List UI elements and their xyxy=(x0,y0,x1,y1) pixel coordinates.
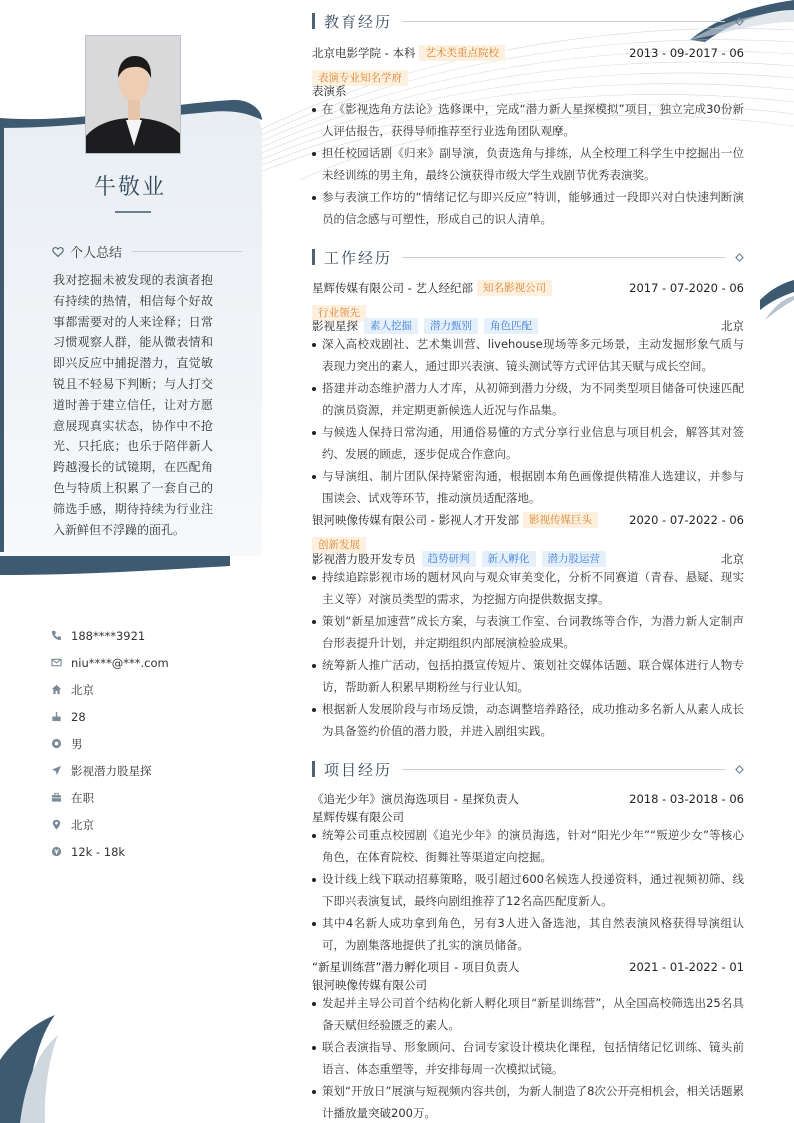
contact-text: 28 xyxy=(71,709,86,724)
job-date: 2017 - 07-2020 - 06 xyxy=(629,280,744,295)
phone-icon xyxy=(50,630,62,642)
skill-tag: 新人孵化 xyxy=(482,551,536,567)
list-item: 设计线上线下联动招募策略，吸引超过600名候选人投递资料，通过视频初筛、线下即兴表演复试，最终向剧组推荐了12名高匹配度新人。 xyxy=(312,869,744,912)
list-item: 联合表演指导、形象顾问、台词专家设计模块化课程，包括情绪记忆训练、镜头前语言、体态重塑等，并安排每周一次模拟试镜。 xyxy=(312,1037,744,1080)
list-item: 深入高校戏剧社、艺术集训营、livehouse现场等多元场景，主动发掘形象气质与表现力突出的素人，通过即兴表演、镜头测试等方式评估其天赋与成长空间。 xyxy=(312,334,744,377)
contact-phone xyxy=(50,622,250,649)
education-bullets xyxy=(312,99,744,231)
skill-tag: 潜力股运营 xyxy=(542,551,607,567)
project-name: “新星训练营”潜力孵化项目 - 项目负责人 xyxy=(312,959,520,974)
skill-tag: 角色匹配 xyxy=(484,318,538,334)
company-name: 星辉传媒有限公司 - 艺人经纪部 xyxy=(312,280,473,295)
project-bullets xyxy=(312,993,744,1123)
company-tag-row xyxy=(312,533,366,549)
list-item: 与候选人保持日常沟通，用通俗易懂的方式分享行业信息与项目机会，解答其对签约、发展的顾虑，逐步促成合作意向。 xyxy=(312,422,744,465)
job-role-row xyxy=(312,550,744,567)
project-name: 《追光少年》演员海选项目 - 星探负责人 xyxy=(312,791,519,806)
education-tag-row xyxy=(312,66,408,82)
job-role: 影视潜力股开发专员 xyxy=(312,551,416,566)
school-name: 北京电影学院 - 本科 xyxy=(312,45,416,60)
contact-text: niu****@***.com xyxy=(71,655,169,670)
cake-icon xyxy=(50,711,62,723)
summary-heading xyxy=(52,242,242,261)
skill-tag: 趋势研判 xyxy=(422,551,476,567)
list-item: 在《影视选角方法论》选修课中，完成“潜力新人星探模拟”项目，独立完成30份新人评估报告，获得导师推荐至行业选角团队观摩。 xyxy=(312,99,744,142)
contact-gender xyxy=(50,730,250,757)
heading-line xyxy=(402,21,725,22)
skill-tag: 潜力甄别 xyxy=(424,318,478,334)
list-item: 持续追踪影视市场的题材风向与观众审美变化，分析不同赛道（青春、悬疑、现实主义等）对演员类型的需求，为挖掘方向提供数据支撑。 xyxy=(312,567,744,610)
job-bullets xyxy=(312,567,744,743)
send-icon xyxy=(50,765,62,777)
heart-outline-icon xyxy=(52,246,64,258)
briefcase-icon xyxy=(50,792,62,804)
education-heading-label: 教育经历 xyxy=(324,12,393,31)
gender-icon xyxy=(50,738,62,750)
job-role-row xyxy=(312,317,744,334)
project-date: 2018 - 03-2018 - 06 xyxy=(629,791,744,806)
job-header-row xyxy=(312,511,744,528)
list-item: 发起并主导公司首个结构化新人孵化项目“新星训练营”，从全国高校筛选出25名具备天赋但经验匮乏的素人。 xyxy=(312,993,744,1036)
heading-line xyxy=(402,769,725,770)
project-bullets xyxy=(312,825,744,957)
list-item: 统筹公司重点校园剧《追光少年》的演员海选，针对“阳光少年”“叛逆少女”等核心角色，在体育院校、街舞社等渠道定向挖掘。 xyxy=(312,825,744,868)
contact-status xyxy=(50,784,250,811)
list-item: 策划“新星加速营”成长方案，与表演工作室、台词教练等合作，为潜力新人定制声台形表提升计划，并定期组织内部展演检验成果。 xyxy=(312,611,744,654)
project-header-row xyxy=(312,958,744,975)
project-header-row xyxy=(312,790,744,807)
education-tag: 表演专业知名学府 xyxy=(312,70,408,86)
major-name: 表演系 xyxy=(312,83,347,98)
name-divider xyxy=(115,211,151,213)
job-date: 2020 - 07-2022 - 06 xyxy=(629,512,744,527)
job-header-row xyxy=(312,279,744,296)
work-heading xyxy=(312,246,744,268)
person-name: 牛敬业 xyxy=(93,175,166,200)
project-company-row xyxy=(312,976,744,993)
projects-heading-label: 项目经历 xyxy=(324,760,393,779)
company-tag: 行业领先 xyxy=(312,305,366,321)
summary-text: 我对挖掘未被发现的表演者抱有持续的热情，相信每个好故事都需要对的人来诠释；日常习惯观察人群，能从微表情和即兴反应中捕捉潜力，直觉敏锐且不轻易下判断；与人打交道时善于建立信任，让对方愿意展现真实状态，协作中不抢光、只托底；也乐于陪伴新人跨越漫长的试镜期，在匹配角色与特质上积累了一套自己的筛选手感，期待持续为行业注入新鲜但不浮躁的面孔。 xyxy=(53,273,213,537)
contact-text: 北京 xyxy=(71,817,94,832)
diamond-icon xyxy=(735,253,744,262)
education-date: 2013 - 09-2017 - 06 xyxy=(629,45,744,60)
education-tag: 艺术类重点院校 xyxy=(419,45,505,61)
skill-tag: 素人挖掘 xyxy=(364,318,418,334)
contact-email xyxy=(50,649,250,676)
education-major-row xyxy=(312,82,744,99)
list-item: 参与表演工作坊的“情绪记忆与即兴反应”特训，能够通过一段即兴对白快速判断演员的信念感与可塑性，形成自己的识人清单。 xyxy=(312,187,744,230)
contact-text: 影视潜力股星探 xyxy=(71,763,152,778)
diamond-icon xyxy=(735,765,744,774)
contact-salary xyxy=(50,838,250,865)
company-tag: 影视传媒巨头 xyxy=(523,512,598,528)
education-header-row xyxy=(312,44,744,61)
contact-text: 北京 xyxy=(71,682,94,697)
contact-position xyxy=(50,757,250,784)
contact-text: 188****3921 xyxy=(71,628,146,643)
company-tag-row xyxy=(312,301,366,317)
list-item: 搭建并动态维护潜力人才库，从初筛到潜力分级，为不同类型项目储备可快速匹配的演员资源，并定期更新候选人近况与作品集。 xyxy=(312,378,744,421)
job-city: 北京 xyxy=(721,318,744,333)
heading-line xyxy=(402,257,725,258)
job-bullets xyxy=(312,334,744,510)
project-date: 2021 - 01-2022 - 01 xyxy=(629,959,744,974)
project-company: 银河映像传媒有限公司 xyxy=(312,977,427,992)
job-role: 影视星探 xyxy=(312,318,358,333)
contact-text: 在职 xyxy=(71,790,94,805)
summary-heading-label: 个人总结 xyxy=(70,246,123,261)
list-item: 其中4名新人成功拿到角色，另有3人进入备选池，其自然表演风格获得导演组认可，为剧集落地提供了扎实的演员储备。 xyxy=(312,913,744,956)
heading-bar xyxy=(312,249,315,265)
home-icon xyxy=(50,684,62,696)
list-item: 策划“开放日”展演与短视频内容共创，为新人制造了8次公开亮相机会，相关话题累计播放量突破200万。 xyxy=(312,1081,744,1123)
summary-heading-line xyxy=(132,251,242,252)
company-tag: 知名影视公司 xyxy=(477,280,552,296)
mail-icon xyxy=(50,657,62,669)
heading-bar xyxy=(312,13,315,29)
list-item: 根据新人发展阶段与市场反馈，动态调整培养路径，成功推动多名新人从素人成长为具备签约价值的潜力股，并进入剧组实践。 xyxy=(312,699,744,742)
company-name: 银河映像传媒有限公司 - 影视人才开发部 xyxy=(312,512,519,527)
contact-text: 男 xyxy=(71,736,83,751)
list-item: 统筹新人推广活动，包括拍摄宣传短片、策划社交媒体话题、联合媒体进行人物专访，帮助新人积累早期粉丝与行业认知。 xyxy=(312,655,744,698)
diamond-icon xyxy=(735,17,744,26)
profile-photo xyxy=(85,35,181,154)
heading-bar xyxy=(312,761,315,777)
list-item: 担任校园话剧《归来》副导演，负责选角与排练，从全校理工科学生中挖掘出一位未经训练的男主角，最终公演获得市级大学生戏剧节优秀表演奖。 xyxy=(312,143,744,186)
salary-icon xyxy=(50,846,62,858)
contact-list xyxy=(50,622,250,865)
contact-location xyxy=(50,811,250,838)
work-heading-label: 工作经历 xyxy=(324,248,393,267)
project-company-row xyxy=(312,808,744,825)
avatar-portrait xyxy=(86,36,181,154)
education-heading xyxy=(312,10,744,32)
projects-heading xyxy=(312,758,744,780)
contact-age xyxy=(50,703,250,730)
contact-home xyxy=(50,676,250,703)
job-city: 北京 xyxy=(721,551,744,566)
company-tag: 创新发展 xyxy=(312,537,366,553)
list-item: 与导演组、制片团队保持紧密沟通，根据剧本角色画像提供精准人选建议，并参与围读会、试戏等环节，推动演员适配落地。 xyxy=(312,466,744,509)
project-company: 星辉传媒有限公司 xyxy=(312,809,404,824)
contact-text: 12k - 18k xyxy=(71,844,126,859)
location-icon xyxy=(50,819,62,831)
